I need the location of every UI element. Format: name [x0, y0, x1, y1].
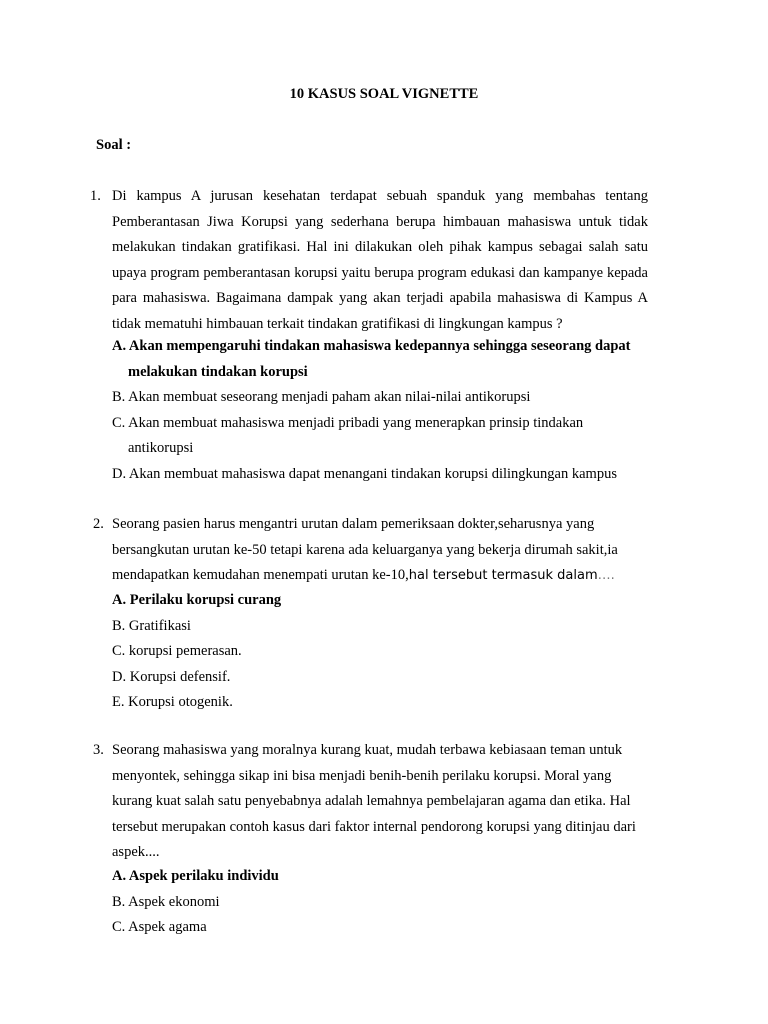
document-title: 10 KASUS SOAL VIGNETTE: [289, 86, 479, 102]
question-text: Seorang mahasiswa yang moralnya kurang kuat, mudah terbawa kebiasaan teman untuk menyontek, sehingga sikap ini bisa menjadi benih-benih perilaku korupsi. Moral yang kurang kuat salah satu penyebabnya adalah lemahnya pembelajaran agama dan etika. Hal tersebut merupakan contoh kasus dari faktor internal pendorong korupsi yang ditinjau dari aspek....: [112, 742, 636, 860]
question-text: Di kampus A jurusan kesehatan terdapat sebuah spanduk yang membahas tentang Pemberantasan Jiwa Korupsi yang sederhana berupa himbauan mahasiswa untuk tidak melakukan tindakan gratifikasi. Hal ini dilakukan oleh pihak kampus sebagai salah satu upaya program pemberantasan korupsi yaitu berupa program edukasi dan kampanye kepada para mahasiswa. Bagaimana dampak yang akan terjadi apabila mahasiswa di Kampus A tidak mematuhi himbauan terkait tindakan gratifikasi di lingkungan kampus ?: [112, 188, 648, 332]
question-text-main: Seorang pasien harus mengantri urutan dalam pemeriksaan dokter,seharusnya yang bersangkutan urutan ke-50 tetapi karena ada keluarganya yang bekerja dirumah sakit,ia mendapatkan kemudahan menempati urutan ke-10,: [112, 516, 618, 583]
section-heading: Soal :: [96, 137, 132, 153]
answer-option: [112, 639, 672, 665]
option-label: B. Akan membuat seseorang menjadi paham akan nilai-nilai antikorupsi: [112, 389, 531, 405]
answer-option-correct: [112, 588, 672, 614]
question-text: [112, 512, 648, 589]
option-label: C. Aspek agama: [112, 919, 207, 935]
option-label: B. Aspek ekonomi: [112, 893, 220, 910]
answer-option: [112, 462, 672, 488]
question-number: 2.: [93, 516, 104, 532]
option-label: E. Korupsi otogenik.: [112, 694, 233, 710]
answer-option: [112, 915, 672, 941]
option-label: D. Akan membuat mahasiswa dapat menangani tindakan korupsi dilingkungan kampus: [112, 465, 617, 482]
answer-options: [112, 864, 672, 941]
option-label: C. korupsi pemerasan.: [112, 643, 242, 659]
option-label: A. Aspek perilaku individu: [112, 868, 279, 884]
option-label: D. Korupsi defensif.: [112, 668, 231, 685]
question-ellipsis: ….: [597, 568, 615, 583]
option-label: A. Akan mempengaruhi tindakan mahasiswa kedepannya sehingga seseorang dapat: [112, 338, 631, 354]
answer-options: [112, 588, 672, 716]
answer-option: [112, 890, 672, 916]
answer-option: [112, 690, 672, 716]
answer-option-correct: [112, 864, 672, 890]
answer-option-correct: [112, 334, 672, 385]
answer-option: [112, 411, 672, 462]
option-label-continued: antikorupsi: [128, 440, 194, 456]
option-label: C. Akan membuat mahasiswa menjadi pribadi yang menerapkan prinsip tindakan: [112, 414, 584, 431]
option-label: A. Perilaku korupsi curang: [112, 592, 282, 608]
question-text-tail: hal tersebut termasuk dalam: [408, 568, 598, 583]
option-label-continued: melakukan tindakan korupsi: [128, 363, 308, 380]
answer-option: [112, 665, 672, 691]
answer-options: [112, 334, 672, 487]
answer-option: [112, 385, 672, 411]
question-number: 1.: [90, 188, 101, 204]
question-number: 3.: [93, 742, 104, 758]
answer-option: [112, 614, 672, 640]
option-label: B. Gratifikasi: [112, 617, 191, 634]
